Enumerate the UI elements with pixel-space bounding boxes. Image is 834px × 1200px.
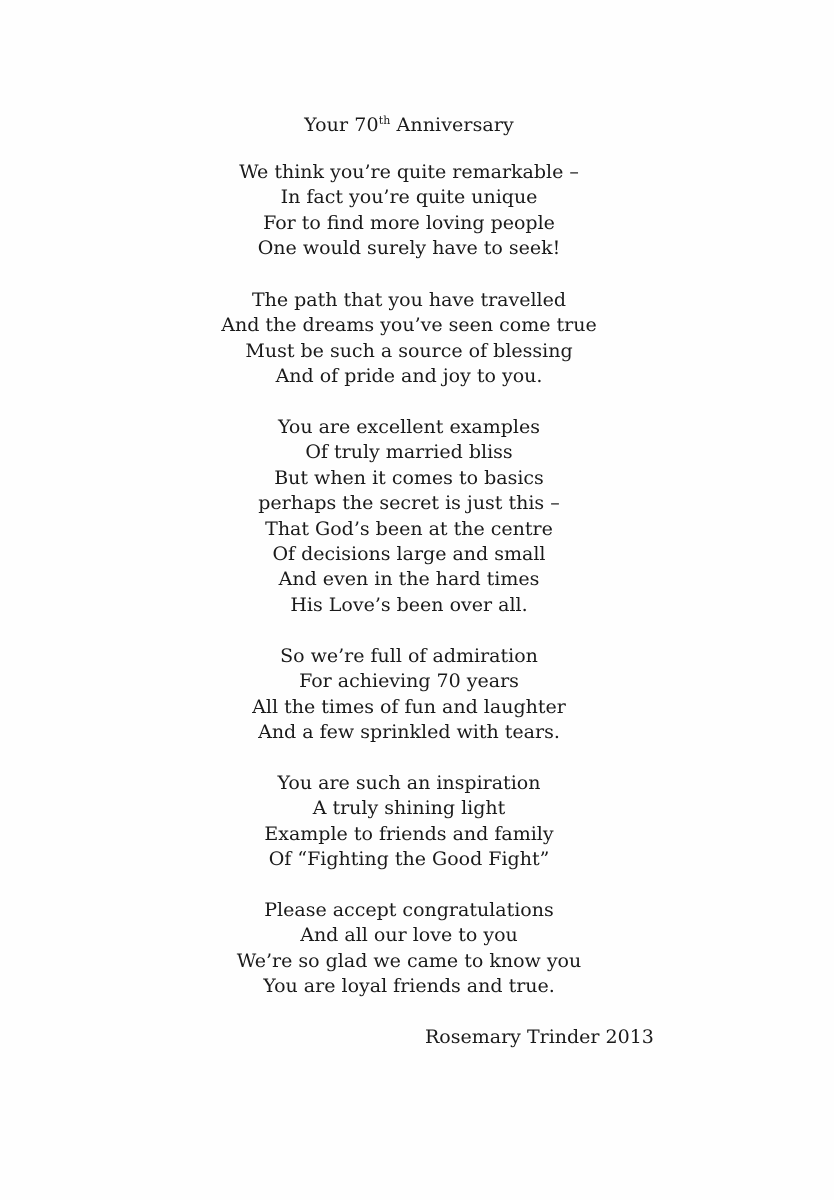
poem-line: And even in the hard times <box>278 568 540 591</box>
stanza-1 <box>0 160 818 262</box>
author-signature: Rosemary Trinder 2013 <box>425 1026 654 1048</box>
poem-line: You are excellent examples <box>278 416 540 438</box>
poem-line: In fact you’re quite unique <box>280 186 538 209</box>
poem-line: And of pride and joy to you. <box>275 365 543 388</box>
poem-line: Please accept congratulations <box>264 899 554 921</box>
poem-line: So we’re full of admiration <box>280 645 538 667</box>
poem-line: You are such an inspiration <box>277 772 541 794</box>
title-main: Your 70 <box>304 114 379 136</box>
poem-line: And the dreams you’ve seen come true <box>221 314 597 337</box>
poem-line: Example to friends and family <box>264 822 554 845</box>
stanza-2 <box>0 288 818 390</box>
poem-line: For achieving 70 years <box>299 670 519 693</box>
poem-line: And all our love to you <box>300 924 518 947</box>
stanza-6 <box>0 898 818 1000</box>
stanza-3 <box>0 415 818 618</box>
poem-line: A truly shining light <box>312 797 506 820</box>
poem-line: Of decisions large and small <box>272 543 546 566</box>
stanza-5 <box>0 771 818 873</box>
stanza-4 <box>0 644 818 746</box>
poem-line: We’re so glad we came to know you <box>236 949 582 972</box>
poem-title <box>0 112 818 138</box>
poem-line: All the times of fun and laughter <box>252 695 566 718</box>
poem-line: For to find more loving people <box>263 211 555 234</box>
poem-line: One would surely have to seek! <box>257 237 561 260</box>
poem-line: Of “Fighting the Good Fight” <box>268 848 550 871</box>
poem-line: The path that you have travelled <box>251 289 567 311</box>
poem-line: Must be such a source of blessing <box>245 339 573 362</box>
poem-line: perhaps the secret is just this – <box>258 492 560 515</box>
title-rest: Anniversary <box>390 114 514 136</box>
poem-line: His Love’s been over all. <box>290 593 528 616</box>
title-ordinal-suffix: th <box>378 114 391 127</box>
poem-line: But when it comes to basics <box>274 466 544 489</box>
poem-line: That God’s been at the centre <box>265 517 553 540</box>
poem-line: We think you’re quite remarkable – <box>239 161 579 183</box>
poem-line: And a few sprinkled with tears. <box>258 721 560 744</box>
poem-line: You are loyal friends and true. <box>263 975 555 998</box>
poem-line: Of truly married bliss <box>305 441 513 464</box>
